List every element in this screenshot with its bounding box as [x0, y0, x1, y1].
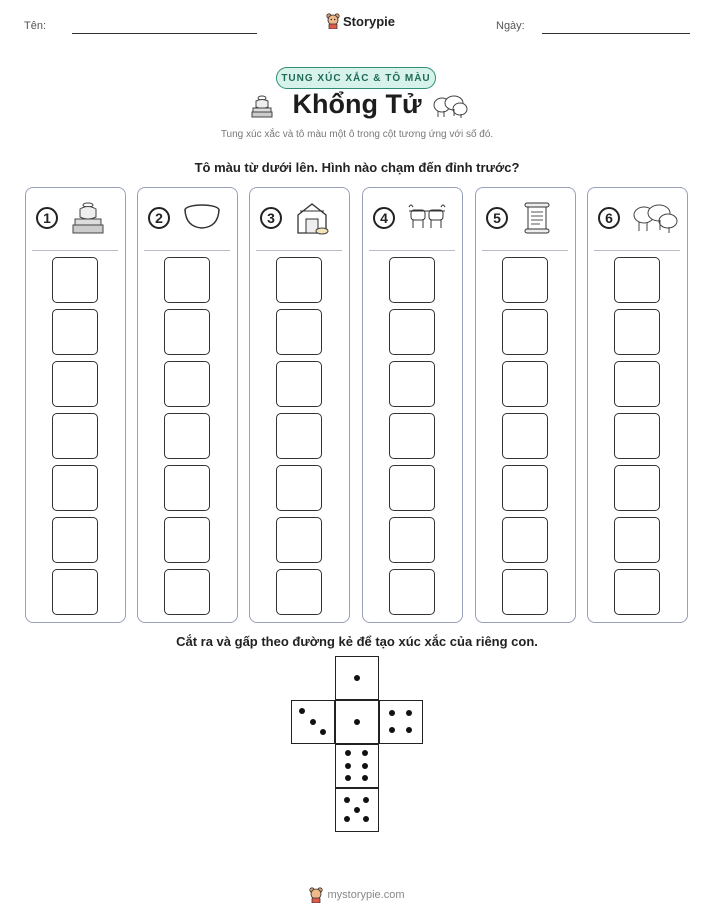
oxen-icon	[407, 201, 447, 236]
dice-column-5	[475, 187, 576, 623]
coloring-cell[interactable]	[276, 465, 322, 511]
coloring-cell[interactable]	[389, 465, 435, 511]
activity-badge: TUNG XÚC XẮC & TÔ MÀU	[276, 67, 436, 89]
dice-face-1	[335, 656, 379, 700]
scroll-icon	[520, 201, 554, 240]
coloring-cell[interactable]	[276, 517, 322, 563]
column-number: 6	[598, 207, 620, 229]
dice-pip	[354, 719, 360, 725]
dice-column-3	[249, 187, 350, 623]
coloring-cell[interactable]	[502, 517, 548, 563]
dice-pip	[344, 816, 350, 822]
coloring-cell[interactable]	[52, 309, 98, 355]
coloring-cell[interactable]	[614, 465, 660, 511]
dice-column-2	[137, 187, 238, 623]
footer-url[interactable]: mystorypie.com	[327, 889, 405, 901]
column-number: 1	[36, 207, 58, 229]
coloring-cell[interactable]	[502, 257, 548, 303]
name-line[interactable]	[72, 33, 257, 34]
column-number: 2	[148, 207, 170, 229]
dice-pip	[354, 675, 360, 681]
dice-pip	[310, 719, 316, 725]
coloring-cell[interactable]	[52, 517, 98, 563]
coloring-cell[interactable]	[502, 361, 548, 407]
coloring-cell[interactable]	[164, 361, 210, 407]
coloring-cell[interactable]	[164, 569, 210, 615]
dice-pip	[406, 710, 412, 716]
bowl-icon	[182, 201, 222, 236]
sheep-flock-icon	[632, 201, 678, 240]
column-number: 3	[260, 207, 282, 229]
brand-logo	[326, 13, 395, 29]
dice-face-4	[379, 700, 423, 744]
coloring-cell[interactable]	[276, 309, 322, 355]
dice-pip	[345, 763, 351, 769]
column-divider	[594, 250, 680, 251]
dice-pip	[345, 750, 351, 756]
coloring-cell[interactable]	[52, 257, 98, 303]
dice-instruction: Cắt ra và gấp theo đường kẻ để tạo xúc xắc của riêng con.	[176, 634, 538, 649]
dice-pip	[406, 727, 412, 733]
coloring-cell[interactable]	[614, 257, 660, 303]
dice-pip	[354, 807, 360, 813]
column-divider	[32, 250, 118, 251]
coloring-cell[interactable]	[614, 517, 660, 563]
coloring-cell[interactable]	[276, 257, 322, 303]
column-divider	[144, 250, 230, 251]
coloring-cell[interactable]	[389, 309, 435, 355]
page-title: Khổng Tử	[292, 89, 422, 119]
dice-pip	[389, 710, 395, 716]
coloring-cell[interactable]	[164, 309, 210, 355]
dice-pip	[344, 797, 350, 803]
coloring-cell[interactable]	[389, 569, 435, 615]
name-label: Tên:	[24, 20, 47, 32]
dice-pip	[362, 775, 368, 781]
dice-pip	[362, 750, 368, 756]
coloring-cell[interactable]	[614, 569, 660, 615]
coloring-cell[interactable]	[502, 309, 548, 355]
bear-mascot-icon	[309, 887, 323, 903]
coloring-cell[interactable]	[164, 257, 210, 303]
dice-pip	[299, 708, 305, 714]
coloring-cell[interactable]	[502, 569, 548, 615]
column-number: 4	[373, 207, 395, 229]
column-divider	[256, 250, 342, 251]
dice-column-4	[362, 187, 463, 623]
dice-face-6	[335, 744, 379, 788]
tea-jar-icon	[249, 93, 275, 119]
brand-name: Storypie	[343, 13, 396, 29]
coloring-cell[interactable]	[614, 413, 660, 459]
date-line[interactable]	[542, 33, 690, 34]
dice-pip	[362, 763, 368, 769]
column-divider	[369, 250, 455, 251]
dice-pip	[363, 816, 369, 822]
dice-face-5	[335, 788, 379, 832]
tea-jar-on-stand-icon	[70, 201, 106, 240]
column-number: 5	[486, 207, 508, 229]
dice-column-6	[587, 187, 688, 623]
coloring-cell[interactable]	[164, 413, 210, 459]
coloring-cell[interactable]	[52, 413, 98, 459]
coloring-cell[interactable]	[389, 413, 435, 459]
column-divider	[482, 250, 568, 251]
dice-column-1	[25, 187, 126, 623]
coloring-cell[interactable]	[614, 361, 660, 407]
dice-pip	[363, 797, 369, 803]
coloring-cell[interactable]	[502, 465, 548, 511]
dice-pip	[389, 727, 395, 733]
barn-icon	[294, 201, 330, 240]
coloring-cell[interactable]	[164, 465, 210, 511]
coloring-cell[interactable]	[276, 413, 322, 459]
subtitle: Tung xúc xắc và tô màu một ô trong cột tương ứng với số đó.	[220, 129, 494, 140]
coloring-instruction: Tô màu từ dưới lên. Hình nào chạm đến đỉnh trước?	[194, 160, 520, 175]
bear-mascot-icon	[326, 13, 340, 29]
coloring-cell[interactable]	[389, 517, 435, 563]
sheep-icon	[432, 93, 468, 119]
coloring-cell[interactable]	[52, 569, 98, 615]
coloring-cell[interactable]	[52, 465, 98, 511]
coloring-cell[interactable]	[502, 413, 548, 459]
dice-pip	[320, 729, 326, 735]
coloring-cell[interactable]	[389, 257, 435, 303]
coloring-cell[interactable]	[614, 309, 660, 355]
coloring-cell[interactable]	[164, 517, 210, 563]
footer	[0, 887, 714, 903]
dice-face-1	[335, 700, 379, 744]
dice-pip	[345, 775, 351, 781]
date-label: Ngày:	[496, 20, 525, 32]
coloring-cell[interactable]	[389, 361, 435, 407]
dice-face-3	[291, 700, 335, 744]
coloring-cell[interactable]	[276, 569, 322, 615]
coloring-cell[interactable]	[52, 361, 98, 407]
coloring-cell[interactable]	[276, 361, 322, 407]
